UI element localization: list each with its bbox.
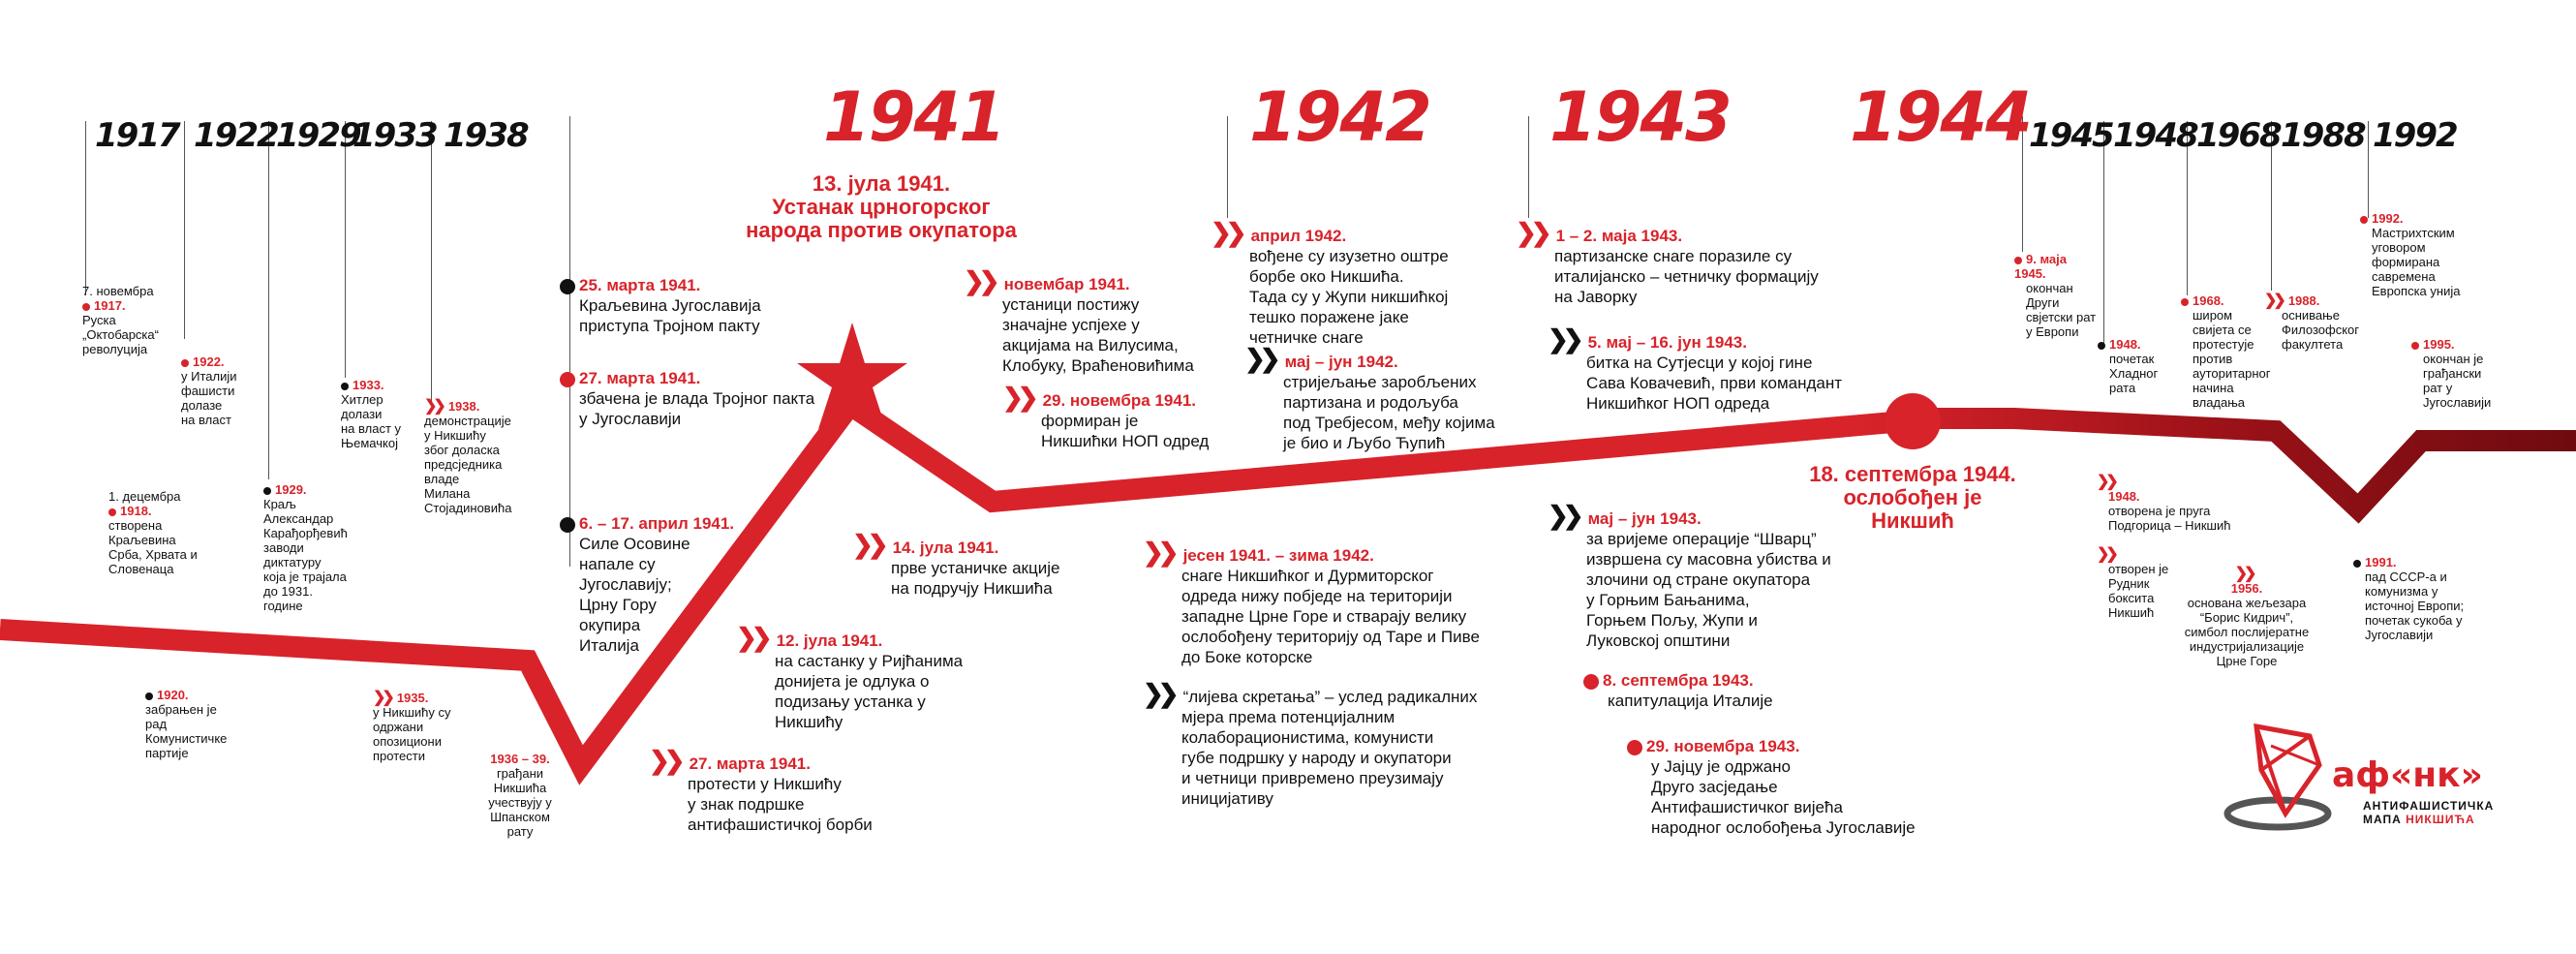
event-1943-sutjeska bbox=[1548, 324, 1877, 414]
event-text: учествују у bbox=[488, 795, 552, 810]
circle-marker-1944 bbox=[1885, 393, 1941, 449]
year-label-1988: 1988 bbox=[2281, 116, 2365, 155]
event-text: против bbox=[2193, 352, 2233, 366]
event-text: због доласка bbox=[424, 443, 500, 457]
event-text: свјетски рат bbox=[2026, 310, 2097, 324]
bullet-icon bbox=[2098, 342, 2105, 350]
event-1938 bbox=[424, 399, 540, 515]
chevron-icon: ❯❯ bbox=[1211, 218, 1242, 247]
event-1941-mar25 bbox=[560, 275, 802, 336]
headline-1944-line1: ослобођен је bbox=[1843, 485, 1982, 509]
bullet-icon bbox=[2411, 342, 2419, 350]
event-text: која је трајала bbox=[263, 569, 347, 584]
event-year: 1922. bbox=[193, 354, 225, 369]
event-text: протести bbox=[373, 749, 425, 763]
event-year: 1992. bbox=[2372, 211, 2404, 226]
event-year: 1938. bbox=[447, 399, 480, 414]
year-tick-line bbox=[431, 121, 432, 402]
event-1943-schwarz bbox=[1548, 501, 1877, 651]
event-text: Никшићу bbox=[775, 713, 843, 731]
event-date: 1 – 2. маја 1943. bbox=[1555, 227, 1683, 245]
event-date: 29. новембра 1941. bbox=[1042, 391, 1196, 410]
year-tick-line bbox=[2368, 121, 2369, 218]
event-text: Краљевина Југославија bbox=[579, 296, 761, 315]
event-text: Хладног bbox=[2109, 366, 2159, 381]
event-text: на Јаворку bbox=[1554, 288, 1638, 306]
event-text: одржани bbox=[373, 720, 424, 734]
event-text: Рудник bbox=[2108, 576, 2150, 591]
event-date: 27. марта 1941. bbox=[579, 369, 701, 387]
event-text: Европска унија bbox=[2372, 284, 2461, 298]
year-tick-line bbox=[85, 121, 86, 295]
event-text: оснивање bbox=[2282, 308, 2340, 323]
event-text: Друго засједање bbox=[1651, 778, 1778, 796]
event-date: 12. јула 1941. bbox=[776, 631, 883, 650]
event-text: уговором bbox=[2372, 240, 2426, 255]
event-1941-jul12 bbox=[736, 623, 978, 732]
year-label-1929: 1929 bbox=[276, 116, 360, 155]
bullet-icon bbox=[1627, 740, 1642, 755]
event-text: борбе око Никшића. bbox=[1249, 267, 1404, 286]
chevron-icon: ❯❯ bbox=[2097, 474, 2115, 490]
event-text: рату bbox=[506, 824, 534, 839]
event-1948-coldwar bbox=[2098, 337, 2175, 395]
year-label-1943: 1943 bbox=[1549, 77, 1731, 157]
event-text: ослобођену територију од Таре и Пиве bbox=[1181, 628, 1480, 646]
event-1941-mar27 bbox=[560, 368, 821, 429]
event-1968 bbox=[2181, 293, 2271, 410]
event-date: 29. новембра 1943. bbox=[1646, 737, 1800, 755]
event-text: протести у Никшићу bbox=[688, 775, 842, 793]
headline-1944-line2: Никшић bbox=[1871, 508, 1954, 533]
event-1941-mar27-protest bbox=[649, 746, 901, 835]
event-text: формиран је bbox=[1041, 412, 1139, 430]
event-1941-1942-winter bbox=[1143, 538, 1491, 667]
event-text: Милана bbox=[424, 486, 471, 501]
event-text: мјера према потенцијалним bbox=[1181, 708, 1395, 726]
event-1991 bbox=[2353, 555, 2479, 642]
event-text: Антифашистичког вијећа bbox=[1651, 798, 1843, 816]
event-year: 1929. bbox=[275, 482, 307, 497]
event-text: опозициони bbox=[373, 734, 442, 749]
event-date: април 1942. bbox=[1250, 227, 1347, 245]
event-text: на подручју Никшића bbox=[891, 579, 1053, 598]
headline-1941 bbox=[736, 172, 1027, 242]
year-label-1968: 1968 bbox=[2196, 116, 2281, 155]
year-label-1917: 1917 bbox=[95, 116, 179, 155]
event-text: факултета bbox=[2282, 337, 2344, 352]
bullet-icon bbox=[145, 692, 153, 700]
event-1936 bbox=[476, 752, 564, 839]
headline-1944-date: 18. септембра 1944. bbox=[1809, 462, 2016, 486]
event-text: у Италији bbox=[181, 369, 237, 384]
event-1941-nov29 bbox=[1002, 383, 1235, 451]
year-label-1933: 1933 bbox=[353, 116, 437, 155]
event-text: Југославији bbox=[2365, 628, 2434, 642]
event-text: “лијева скретања” – услед радикалних bbox=[1182, 688, 1478, 706]
event-text: свијета се bbox=[2193, 323, 2252, 337]
bullet-icon bbox=[108, 508, 116, 516]
event-1941-nov bbox=[964, 266, 1225, 376]
event-text: одреда нижу побједе на територији bbox=[1181, 587, 1453, 605]
event-year: 1920. bbox=[157, 688, 189, 702]
event-date: јесен 1941. – зима 1942. bbox=[1182, 546, 1374, 565]
event-text: Никшићког НОП одреда bbox=[1586, 394, 1770, 413]
event-text: је био и Љубо Ћупић bbox=[1283, 434, 1446, 452]
event-1956 bbox=[2169, 567, 2324, 668]
event-1941-april bbox=[560, 513, 753, 656]
event-1920 bbox=[145, 688, 261, 760]
event-1988 bbox=[2264, 293, 2361, 352]
event-date: мај – јун 1942. bbox=[1284, 353, 1398, 371]
event-text: Стојадиновића bbox=[424, 501, 512, 515]
event-text: предсједника bbox=[424, 457, 503, 472]
event-text: начина bbox=[2193, 381, 2234, 395]
event-text: савремена bbox=[2372, 269, 2436, 284]
event-text: Краљевина bbox=[108, 533, 176, 547]
event-text: почетак сукоба у bbox=[2365, 613, 2463, 628]
year-label-1948: 1948 bbox=[2113, 116, 2197, 155]
chevron-icon: ❯❯ bbox=[1548, 324, 1579, 354]
event-text: широм bbox=[2193, 308, 2233, 323]
year-tick-line bbox=[1227, 116, 1228, 218]
event-text: Шпанском bbox=[490, 810, 550, 824]
event-text: партизанске снаге поразиле су bbox=[1554, 247, 1793, 265]
event-year: 1948. bbox=[2109, 337, 2141, 352]
chevron-icon: ❯❯ bbox=[852, 530, 883, 559]
event-text: снаге Никшићког и Дурмиторског bbox=[1181, 567, 1434, 585]
event-text: за вријеме операције “Шварц” bbox=[1586, 530, 1817, 548]
event-1943-capitulation bbox=[1583, 670, 1835, 711]
event-text: до Боке которске bbox=[1181, 648, 1313, 666]
event-text: симбол послијератне bbox=[2184, 625, 2310, 639]
headline-1941-line1: Устанак црногорског bbox=[772, 195, 991, 219]
event-text: Њемачкој bbox=[341, 436, 398, 450]
bullet-icon bbox=[2181, 298, 2189, 306]
year-tick-line bbox=[268, 121, 269, 479]
chevron-icon: ❯❯ bbox=[1143, 679, 1174, 708]
event-text: владања bbox=[2193, 395, 2246, 410]
event-text: револуција bbox=[82, 342, 148, 356]
event-text: источној Европи; bbox=[2365, 599, 2465, 613]
event-text: на састанку у Ријћанима bbox=[775, 652, 964, 670]
event-date: 14. јула 1941. bbox=[892, 539, 999, 557]
event-1942-april bbox=[1211, 218, 1501, 348]
event-text: напале су bbox=[579, 555, 656, 573]
event-text: забрањен је bbox=[145, 702, 217, 717]
event-text: Карађорђевић bbox=[263, 526, 348, 540]
brand-line2 bbox=[2363, 814, 2475, 826]
event-1943-may bbox=[1516, 218, 1845, 307]
year-tick-line bbox=[345, 121, 346, 378]
event-text: до 1931. bbox=[263, 584, 313, 599]
event-date: новембар 1941. bbox=[1003, 275, 1130, 293]
event-text: „Октобарска“ bbox=[82, 327, 159, 342]
bullet-icon bbox=[341, 383, 349, 390]
year-label-1942: 1942 bbox=[1249, 77, 1430, 157]
event-text: западне Црне Горе и стварају велику bbox=[1181, 607, 1467, 626]
event-text: Александар bbox=[263, 511, 334, 526]
event-year: 1918. bbox=[120, 504, 152, 518]
event-text: индустријализације bbox=[2189, 639, 2305, 654]
chevron-icon: ❯❯ bbox=[424, 398, 443, 415]
event-text: и четници привремено преузимају bbox=[1181, 769, 1444, 787]
event-text: колаборационистима, комунисти bbox=[1181, 728, 1434, 747]
chevron-icon: ❯❯ bbox=[1516, 218, 1547, 247]
bullet-icon bbox=[560, 279, 575, 294]
chevron-icon: ❯❯ bbox=[2097, 546, 2115, 563]
event-year: 1968. bbox=[2193, 293, 2224, 308]
event-text: тешко поражене јаке bbox=[1249, 308, 1409, 326]
event-text: ауторитарног bbox=[2193, 366, 2271, 381]
event-1933 bbox=[341, 378, 428, 450]
event-text: италијанско – четничку формацију bbox=[1554, 267, 1819, 286]
event-year: 1935. bbox=[396, 691, 429, 705]
event-1942-may-june bbox=[1244, 344, 1525, 453]
event-date: 7. новембра bbox=[82, 284, 154, 298]
bullet-icon bbox=[560, 517, 575, 533]
event-text: четничке снаге bbox=[1249, 328, 1364, 347]
brand-line2-a: МАПА bbox=[2363, 813, 2407, 826]
chevron-icon: ❯❯ bbox=[649, 746, 680, 775]
year-label-1945: 1945 bbox=[2029, 116, 2113, 155]
event-text: капитулација Италије bbox=[1608, 692, 1773, 710]
year-label-1992: 1992 bbox=[2373, 116, 2457, 155]
event-text: Комунистичке bbox=[145, 731, 228, 746]
event-text: “Борис Кидрич”, bbox=[2199, 610, 2294, 625]
event-text: прве устаничке акције bbox=[891, 559, 1060, 577]
chevron-icon: ❯❯ bbox=[2264, 292, 2283, 309]
event-year: 1988. bbox=[2287, 293, 2320, 308]
year-tick-line bbox=[1528, 116, 1529, 218]
event-text: у Јајцу је одржано bbox=[1651, 757, 1791, 776]
event-1917 bbox=[82, 284, 189, 356]
event-text: народног ослобођења Југославије bbox=[1651, 818, 1916, 837]
event-text: вођене су изузетно оштре bbox=[1249, 247, 1449, 265]
event-text: Луковској општини bbox=[1586, 631, 1731, 650]
bullet-icon bbox=[2014, 257, 2022, 264]
event-text: рад bbox=[145, 717, 168, 731]
event-text: под Требјесом, међу којима bbox=[1283, 414, 1495, 432]
event-text: злочини од стране окупатора bbox=[1586, 570, 1811, 589]
event-text: долази bbox=[341, 407, 383, 421]
event-text: почетак bbox=[2109, 352, 2155, 366]
bullet-icon bbox=[181, 359, 189, 367]
event-text: у Југославији bbox=[579, 410, 682, 428]
event-text: на власт bbox=[181, 413, 231, 427]
bullet-icon bbox=[82, 303, 90, 311]
event-text: иницијативу bbox=[1181, 789, 1273, 808]
brand-line2-b: НИКШИЋА bbox=[2406, 813, 2475, 826]
event-text: извршена су масовна убиства и bbox=[1586, 550, 1831, 569]
event-text: окончан је bbox=[2423, 352, 2484, 366]
event-text: Црне Горе bbox=[2216, 654, 2278, 668]
year-label-1938: 1938 bbox=[444, 116, 528, 155]
event-text: Клобуку, Враћеновићима bbox=[1002, 356, 1194, 375]
event-text: године bbox=[263, 599, 303, 613]
event-date: 5. мај – 16. јун 1943. bbox=[1587, 333, 1747, 352]
event-text: приступа Тројном пакту bbox=[579, 317, 760, 335]
event-text: Срба, Хрвата и bbox=[108, 547, 198, 562]
event-1941-jul14 bbox=[852, 530, 1094, 599]
event-text: Мастрихтским bbox=[2372, 226, 2455, 240]
event-text: окупира bbox=[579, 616, 641, 634]
event-text: диктатуру bbox=[263, 555, 322, 569]
event-text: Подгорица – Никшић bbox=[2108, 518, 2231, 533]
event-text: Други bbox=[2026, 295, 2060, 310]
brand-logo bbox=[2218, 717, 2508, 833]
logo-text: аф«нк» bbox=[2332, 755, 2483, 795]
bullet-icon bbox=[2353, 560, 2361, 568]
event-date: 9. маја 1945. bbox=[2014, 252, 2067, 281]
headline-1941-line2: народа против окупатора bbox=[746, 218, 1017, 242]
event-text: битка на Сутјесци у којој гине bbox=[1586, 354, 1813, 372]
event-year: 1995. bbox=[2423, 337, 2455, 352]
year-label-1941: 1941 bbox=[823, 77, 1004, 157]
event-1945 bbox=[2014, 252, 2101, 339]
event-date: 25. марта 1941. bbox=[579, 276, 701, 294]
event-1995 bbox=[2411, 337, 2508, 410]
event-text: у Никшићу су bbox=[373, 705, 451, 720]
event-text: подизању устанка у bbox=[775, 692, 926, 711]
event-text: на власт у bbox=[341, 421, 402, 436]
event-text: формирана bbox=[2372, 255, 2440, 269]
event-text: партизана и родољуба bbox=[1283, 393, 1458, 412]
event-text: рата bbox=[2109, 381, 2136, 395]
event-text: заводи bbox=[263, 540, 304, 555]
event-text: Хитлер bbox=[341, 392, 383, 407]
event-text: у Никшићу bbox=[424, 428, 486, 443]
year-tick-line bbox=[569, 116, 570, 567]
bullet-icon bbox=[2360, 216, 2368, 224]
event-year: 1917. bbox=[94, 298, 126, 313]
event-text: комунизма у bbox=[2365, 584, 2438, 599]
event-text: Словенаца bbox=[108, 562, 174, 576]
bullet-icon bbox=[263, 487, 271, 495]
brand-line1: АНТИФАШИСТИЧКА bbox=[2363, 799, 2495, 813]
event-date: 27. марта 1941. bbox=[689, 754, 811, 773]
event-text: Никшићки НОП одред bbox=[1041, 432, 1210, 450]
event-1935 bbox=[373, 691, 479, 763]
event-text: антифашистичкој борби bbox=[688, 816, 873, 834]
event-text: Краљ bbox=[263, 497, 296, 511]
event-text: Црну Гору bbox=[579, 596, 657, 614]
chevron-icon: ❯❯ bbox=[1143, 538, 1174, 567]
headline-1941-date: 13. јула 1941. bbox=[812, 171, 951, 196]
event-text: окончан bbox=[2026, 281, 2073, 295]
chevron-icon: ❯❯ bbox=[2234, 566, 2254, 582]
event-text: Југославију; bbox=[579, 575, 672, 594]
event-text: створена bbox=[108, 518, 163, 533]
event-text: отворена је пруга bbox=[2108, 504, 2211, 518]
event-text: Италија bbox=[579, 636, 639, 655]
event-1929 bbox=[263, 482, 370, 613]
event-text: акцијама на Вилусима, bbox=[1002, 336, 1179, 354]
bullet-icon bbox=[1583, 674, 1599, 690]
event-text: у Горњим Бањанима, bbox=[1586, 591, 1750, 609]
event-text: пад СССР-а и bbox=[2365, 569, 2447, 584]
event-text: долазе bbox=[181, 398, 223, 413]
event-year: 1991. bbox=[2365, 555, 2397, 569]
event-text: значајне успјехе у bbox=[1002, 316, 1140, 334]
chevron-icon: ❯❯ bbox=[373, 690, 391, 706]
event-text: донијета је одлука о bbox=[775, 672, 930, 691]
event-text: боксита bbox=[2108, 591, 2155, 605]
year-label-1922: 1922 bbox=[194, 116, 278, 155]
event-year: 1936 – 39. bbox=[490, 752, 550, 766]
year-label-1944: 1944 bbox=[1850, 77, 2031, 157]
event-text: збачена је влада Тројног пакта bbox=[579, 389, 815, 408]
event-left-deviations bbox=[1143, 679, 1491, 809]
event-text: отворен је bbox=[2108, 562, 2169, 576]
event-text: протестује bbox=[2193, 337, 2254, 352]
event-text: Сава Ковачевић, први командант bbox=[1586, 374, 1843, 392]
event-text: у знак подршке bbox=[688, 795, 805, 814]
chevron-icon: ❯❯ bbox=[736, 623, 767, 652]
event-text: устаници постижу bbox=[1002, 295, 1140, 314]
event-text: Горњем Пољу, Жупи и bbox=[1586, 611, 1758, 630]
event-1992 bbox=[2360, 211, 2476, 298]
event-text: стријељање заробљених bbox=[1283, 373, 1477, 391]
event-year: 1933. bbox=[353, 378, 384, 392]
event-1948-railway bbox=[2097, 475, 2252, 533]
chevron-icon: ❯❯ bbox=[964, 266, 995, 295]
event-text: Филозофског bbox=[2282, 323, 2360, 337]
event-text: владе bbox=[424, 472, 460, 486]
event-date: мај – јун 1943. bbox=[1587, 509, 1702, 528]
event-text: Силе Осовине bbox=[579, 535, 690, 553]
event-date: 1. децембра bbox=[108, 489, 181, 504]
event-text: Југославији bbox=[2423, 395, 2492, 410]
event-text: Никшића bbox=[493, 781, 547, 795]
event-text: фашисти bbox=[181, 384, 235, 398]
event-date: 6. – 17. април 1941. bbox=[579, 514, 735, 533]
event-text: демонстрације bbox=[424, 414, 511, 428]
event-text: Никшић bbox=[2108, 605, 2155, 620]
event-text: рат у bbox=[2423, 381, 2453, 395]
event-1922 bbox=[181, 354, 268, 427]
chevron-icon: ❯❯ bbox=[1548, 501, 1579, 530]
event-text: основана жељезара bbox=[2187, 596, 2307, 610]
event-year: 1948. bbox=[2108, 489, 2140, 504]
chevron-icon: ❯❯ bbox=[1244, 344, 1275, 373]
bullet-icon bbox=[560, 372, 575, 387]
event-1918 bbox=[108, 489, 225, 576]
event-text: грађани bbox=[496, 766, 544, 781]
event-year: 1956. bbox=[2230, 581, 2263, 596]
event-text: партије bbox=[145, 746, 189, 760]
event-date: 8. септембра 1943. bbox=[1603, 671, 1754, 690]
event-text: губе подршку у народу и окупатори bbox=[1181, 749, 1452, 767]
event-text: Руска bbox=[82, 313, 116, 327]
event-text: у Европи bbox=[2026, 324, 2079, 339]
chevron-icon: ❯❯ bbox=[1002, 383, 1033, 412]
event-text: грађански bbox=[2423, 366, 2482, 381]
event-text: Тада су у Жупи никшићкој bbox=[1249, 288, 1449, 306]
event-1943-avnoj bbox=[1627, 736, 1947, 838]
